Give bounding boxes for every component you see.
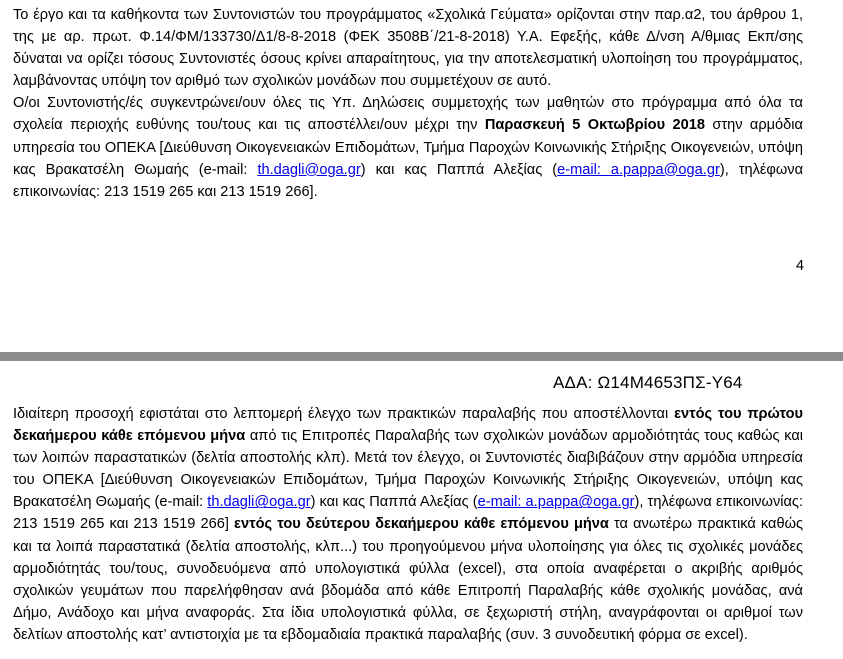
email-link-pappa[interactable]: e-mail: a.pappa@oga.gr [477, 494, 635, 511]
text-segment: Ο/οι Συντονιστής/ές συγκεντρώνει/ουν όλες τις Υπ. Δηλώσεις συμμετοχής των μαθητών στο πρόγραμμα από όλα τα σχολεία περιοχής ευθύνης του/τους και τις αποστέλλει/ουν μέχρι την [13, 95, 803, 134]
deadline-date: Παρασκευή 5 Οκτωβρίου 2018 [484, 117, 705, 134]
page-number: 4 [795, 258, 804, 274]
email-link-pappa[interactable]: e-mail: a.pappa@oga.gr [557, 161, 720, 178]
paragraph-coordinators-duties: Το έργο και τα καθήκοντα των Συντονιστών του προγράμματος «Σχολικά Γεύματα» ορίζονται στην παρ.α2, του άρθρου 1, της με αρ. πρωτ. Φ.14/ΦΜ/133730/Δ1/8-8-2018 (ΦΕΚ 3508Β΄/21-8-2018) Υ.Α. Εφεξής, κάθε Δ/νση Α/θμιας Εκπ/σης δύναται να ορίζει τόσους Συντονιστές όσους κρίνει απαραίτητους, για την αποτελεσματική υλοποίηση του προγράμματος, λαμβάνοντας υπόψη τον αριθμό των σχολικών μονάδων που συμμετέχουν σε αυτό. [13, 7, 803, 90]
text-segment: ), τηλέφωνα επικοινωνίας: 213 1519 265 και 213 1519 266]. [13, 161, 804, 200]
page-5-text [13, 403, 803, 646]
ada-code: ΑΔΑ: Ω14Μ4653ΠΣ-Υ64 [553, 373, 743, 392]
text-segment: στην αρμόδια υπηρεσία του ΟΠΕΚΑ [Διεύθυνση Οικογενειακών Επιδομάτων, Τμήμα Παροχών Κοινωνικής Στήριξης Οικογενειών, υπόψη κας Βρακατσέλη Θωμαής (e-mail: [13, 117, 803, 178]
deadline-first-ten-days: εντός του πρώτου δεκαήμερου κάθε επόμενου μήνα [13, 406, 803, 445]
paragraph-receipt-inspection [13, 403, 803, 646]
text-segment: ) και κας Παππά Αλεξίας ( [310, 494, 478, 511]
paragraph-declarations-deadline [13, 92, 803, 202]
text-segment: ) και κας Παππά Αλεξίας ( [360, 161, 558, 178]
deadline-second-ten-days: εντός του δεύτερου δεκαήμερου κάθε επόμενου μήνα [234, 516, 609, 533]
email-link-dagli[interactable]: th.dagli@oga.gr [257, 161, 361, 178]
text-segment: από τις Επιτροπές Παραλαβής των σχολικών μονάδων αρμοδιότητάς τους καθώς και των λοιπών παραστατικών (δελτία αποστολής κλπ). Μετά τον έλεγχο, οι Συντονιστές διαβιβάζουν στην αρμόδια υπηρεσία του ΟΠΕΚΑ [Διεύθυνση Οικογενειακών Επιδομάτων, Τμήμα Παροχών Κοινωνικής Στήριξης Οικογενειών, υπόψη κας Βρακατσέλη Θωμαής (e-mail: [13, 428, 803, 511]
text-segment: Ιδιαίτερη προσοχή εφιστάται στο λεπτομερή έλεγχο των πρακτικών παραλαβής που αποστέλλονται [13, 406, 675, 422]
text-segment: τα ανωτέρω πρακτικά καθώς και τα λοιπά παραστατικά (δελτία αποστολής, κλπ...) του προηγούμενου μήνα υλοποίησης για όλες τις σχολικές μονάδες αρμοδιότητάς του/τους, συνοδευόμενα από υπολογιστικά φύλλα (excel), στα οποία αναφέρεται ο ακριβής αριθμός σχολικών γευμάτων που παρελήφθησαν ανά βδομάδα από κάθε Επιτροπή Παραλαβής κάθε σχολικής μονάδας, ανά Δήμο, Ανάδοχο και μήνα αναφοράς. Στα ίδια υπολογιστικά φύλλα, σε ξεχωριστή στήλη, αναγράφονται οι αριθμοί των δελτίων αποστολής κατ’ αντιστοιχία με τα εβδομαδιαία πρακτικά παραλαβής (συν. 3 συνοδευτική φόρμα σε excel). [13, 516, 804, 643]
email-link-dagli[interactable]: th.dagli@oga.gr [207, 494, 311, 511]
page-4-text [13, 4, 803, 203]
text-segment: ), τηλέφωνα επικοινωνίας: 213 1519 265 και 213 1519 266] [13, 494, 804, 533]
page-5 [0, 361, 843, 659]
page-separator [0, 352, 843, 361]
